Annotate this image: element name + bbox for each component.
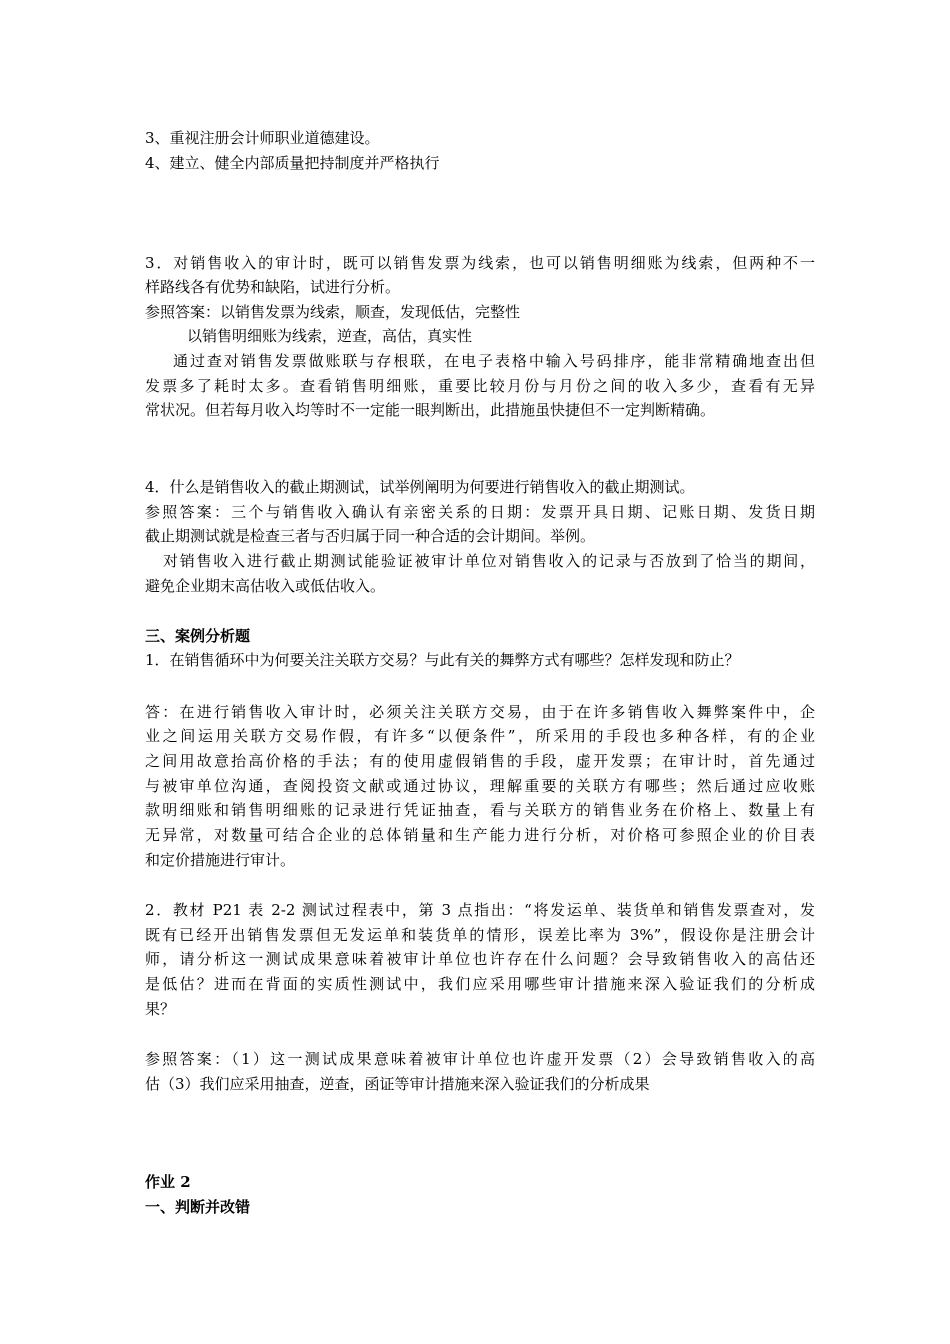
text-line: 通过查对销售发票做账联与存根联，在电子表格中输入号码排序，能非常精确地查出但 (173, 352, 815, 370)
text-line: 是低估？进而在背面的实质性测试中，我们应采用哪些审计措施来深入验证我们的分析成 (145, 975, 815, 993)
case-question-2: 2．教材 P21 表 2-2 测试过程表中，第 3 点指出：“将发运单、装货单和销售发票查对，发 (145, 901, 815, 919)
text-line: 发票多了耗时太多。查看销售明细账，重要比较月份与月份之间的收入多少，查看有无异 (145, 377, 815, 395)
text-line: 避免企业期末高估收入或低估收入。 (145, 577, 386, 595)
case-question-1: 1．在销售循环中为何要关注关联方交易？与此有关的舞弊方式有哪些？怎样发现和防止？ (145, 651, 740, 669)
text-line: 师，请分析这一测试成果意味着被审计单位也许存在什么问题？会导致销售收入的高估还 (145, 950, 815, 968)
text-line: 之间用故意抬高价格的手法；有的使用虚假销售的手段，虚开发票；在审计时，首先通过 (145, 752, 815, 770)
section-heading: 三、案例分析题 (145, 627, 251, 645)
text-line: 样路线各有优势和缺陷，试进行分析。 (145, 278, 401, 296)
text-line: 4、建立、健全内部质量把持制度并严格执行 (145, 154, 440, 172)
text-line: 参照答案：三个与销售收入确认有亲密关系的日期：发票开具日期、记账日期、发货日期 (145, 503, 815, 521)
assignment-heading: 作业 2 (145, 1173, 191, 1191)
text-line: 截止期测试就是检查三者与否归属于同一种合适的会计期间。举例。 (145, 527, 596, 545)
text-line: 与被审单位沟通，查阅投资文献或通过协议，理解重要的关联方有哪些；然后通过应收账 (145, 777, 815, 795)
question-4-title: 4．什么是销售收入的截止期测试，试举例阐明为何要进行销售收入的截止期测试。 (145, 478, 695, 496)
text-line: 参照答案：（1）这一测试成果意味着被审计单位也许虚开发票（2）会导致销售收入的高 (145, 1050, 815, 1068)
text-line: 答：在进行销售收入审计时，必须关注关联方交易，由于在许多销售收入舞弊案件中，企 (145, 703, 815, 721)
text-line: 常状况。但若每月收入均等时不一定能一眼判断出，此措施虽快捷但不一定判断精确。 (145, 401, 716, 419)
text-line: 对销售收入进行截止期测试能验证被审计单位对销售收入的记录与否放到了恰当的期间， (163, 552, 815, 570)
section-heading: 一、判断并改错 (145, 1198, 251, 1216)
question-3-title: 3．对销售收入的审计时，既可以销售发票为线索，也可以销售明细账为线索，但两种不一 (145, 254, 815, 272)
text-line: 以销售明细账为线索，逆查，高估，真实性 (187, 327, 473, 345)
text-line: 无异常，对数量可结合企业的总体销量和生产能力进行分析，对价格可参照企业的价目表 (145, 826, 815, 844)
text-line: 参照答案：以销售发票为线索，顺查，发现低估，完整性 (145, 303, 521, 321)
text-line: 既有已经开出销售发票但无发运单和装货单的情形，误差比率为 3%”，假设你是注册会计 (145, 926, 815, 944)
text-line: 估（3）我们应采用抽查，逆查，函证等审计措施来深入验证我们的分析成果 (145, 1075, 650, 1093)
text-line: 3、重视注册会计师职业道德建设。 (145, 129, 380, 147)
text-line: 业之间运用关联方交易作假，有许多“以便条件”，所采用的手段也多种各样，有的企业 (145, 727, 815, 745)
text-line: 和定价措施进行审计。 (145, 851, 296, 869)
text-line: 款明细账和销售明细账的记录进行凭证抽查，看与关联方的销售业务在价格上、数量上有 (145, 801, 815, 819)
text-line: 果？ (145, 1000, 176, 1018)
